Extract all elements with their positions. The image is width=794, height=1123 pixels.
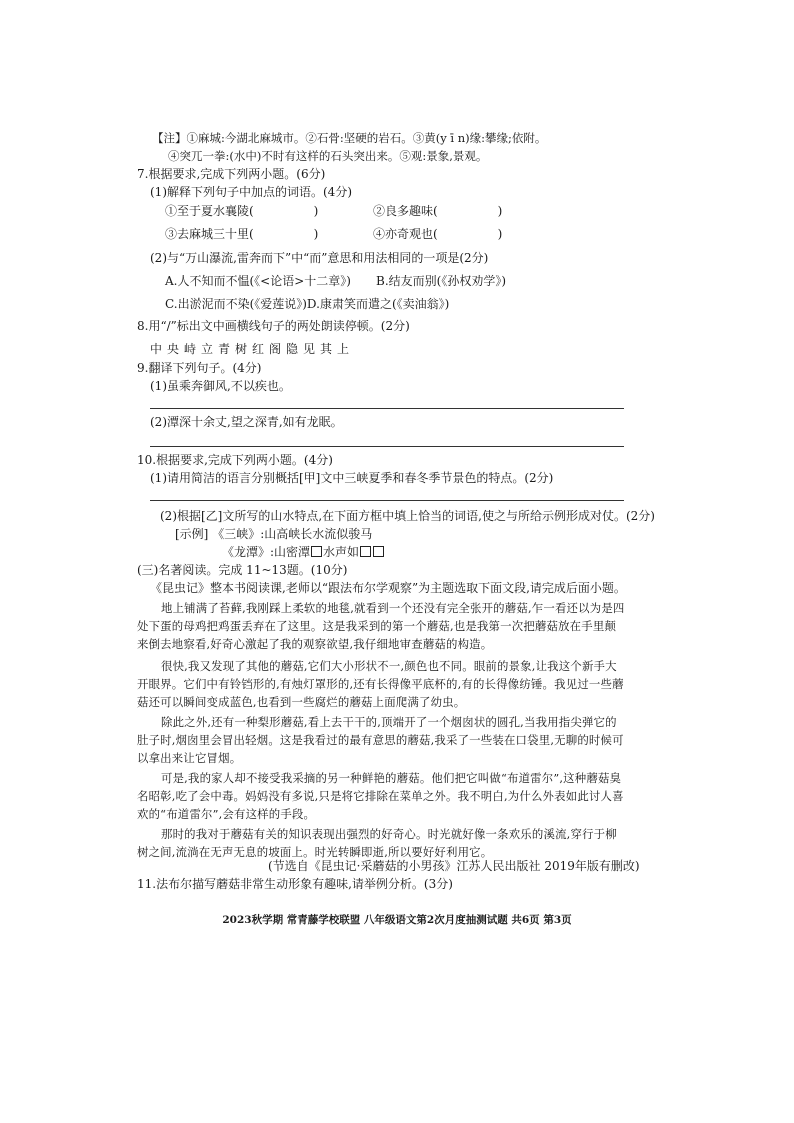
question-7-item-c: ③去麻城三十里( ) xyxy=(165,227,319,241)
question-7-option-a: A.人不知而不愠(《<论语>十二章》) xyxy=(165,274,351,288)
question-10-sub2: (2)根据[乙]文所写的山水特点,在下面方框中填上恰当的词语,使之与所给示例形成对仗。(2分) xyxy=(160,509,655,523)
answer-line-9-1 xyxy=(150,408,624,409)
example-sanxia: 《三峡》:山高峡长水流似骏马 xyxy=(212,527,373,541)
answer-line-9-2 xyxy=(150,446,624,447)
question-9-title: 9.翻译下列句子。(4分) xyxy=(137,361,262,375)
example-line-1 xyxy=(175,526,372,542)
example-longtan-prefix: 《龙潭》:山密潭 xyxy=(222,545,311,559)
page-footer: 2023秋学期 常青藤学校联盟 八年级语文第2次月度抽测试题 共6页 第3页 xyxy=(222,914,572,926)
passage-paragraph-2: 很快,我又发现了其他的蘑菇,它们大小形状不一,颜色也不同。眼前的景象,让我这个新手大开眼界。它们中有铃铛形的,有烛灯罩形的,还有长得像平底杯的,有的长得像纺锤。我见过一些蘑菇还可以瞬间变成蓝色,也看到一些腐烂的蘑菇上面爬满了幼虫。 xyxy=(137,659,624,709)
question-8-title: 8.用“/”标出文中画横线句子的两处朗读停顿。(2分) xyxy=(137,319,410,333)
question-7-item-b: ②良多趣味( ) xyxy=(373,204,503,218)
passage-source: (节选自《昆虫记·采蘑菇的小男孩》江苏人民出版社 2019年版有删改) xyxy=(268,859,640,873)
passage-paragraph-4: 可是,我的家人却不接受我采摘的另一种鲜艳的蘑菇。他们把它叫做“布道雷尔”,这种蘑菇臭名昭彰,吃了会中毒。妈妈没有多说,只是将它排除在菜单之外。我不明白,为什么外表如此讨人喜欢的“布道雷尔”,会有这样的手段。 xyxy=(137,771,624,821)
annotation-line-1: 【注】①麻城:今湖北麻城市。②石骨:坚硬的岩石。③黄(y ī n)缘:攀缘;依附。 xyxy=(152,131,547,145)
question-7-sub1: (1)解释下列句子中加点的词语。(4分) xyxy=(150,185,352,199)
question-8-sentence: 中央峙立青树红阁隐见其上 xyxy=(150,342,355,356)
question-7-title: 7.根据要求,完成下列两小题。(6分) xyxy=(137,167,326,181)
passage-paragraph-1: 地上铺满了苔藓,我刚踩上柔软的地毯,就看到一个还没有完全张开的蘑菇,乍一看还以为是四处下蛋的母鸡把鸡蛋丢弃在了这里。这是我采到的第一个蘑菇,也是我第一次把蘑菇放在手里颠来倒去地察看,好奇心激起了我的观察欲望,我仔细地审查蘑菇的构造。 xyxy=(137,601,625,651)
example-longtan-mid: 水声如 xyxy=(323,545,360,559)
question-10-sub1: (1)请用简洁的语言分别概括[甲]文中三峡夏季和春冬季节景色的特点。(2分) xyxy=(150,471,554,485)
section-3-intro: 《昆虫记》整本书阅读课,老师以“跟法布尔学观察”为主题选取下面文段,请完成后面小题。 xyxy=(150,581,626,595)
question-9-sentence-1: (1)虽乘奔御风,不以疾也。 xyxy=(150,379,291,393)
example-label: [示例] xyxy=(175,527,209,541)
question-7-item-a: ①至于夏水襄陵( ) xyxy=(165,204,319,218)
question-7-item-d: ④亦奇观也( ) xyxy=(373,227,503,241)
question-10-title: 10.根据要求,完成下列两小题。(4分) xyxy=(137,453,333,467)
answer-line-10-1 xyxy=(150,500,624,501)
question-11-title: 11.法布尔描写蘑菇非常生动形象有趣味,请举例分析。(3分) xyxy=(137,877,453,891)
example-line-2 xyxy=(222,544,385,560)
annotation-line-2: ④突兀一拳:(水中)不时有这样的石头突出来。⑤观:景象,景观。 xyxy=(168,149,488,163)
answer-box-3[interactable] xyxy=(373,546,384,557)
answer-box-2[interactable] xyxy=(360,546,371,557)
question-7-option-c-d: C.出淤泥而不染(《爱莲说》)D.康肃笑而遣之(《卖油翁》) xyxy=(165,297,450,311)
question-9-sentence-2: (2)潭深十余丈,望之深青,如有龙眠。 xyxy=(150,415,343,429)
answer-box-1[interactable] xyxy=(311,546,322,557)
section-3-title: (三)名著阅读。完成 11~13题。(10分) xyxy=(137,563,348,577)
question-7-sub2: (2)与“万山瀑流,雷奔而下”中“而”意思和用法相同的一项是(2分) xyxy=(150,251,489,265)
passage-paragraph-5: 那时的我对于蘑菇有关的知识表现出强烈的好奇心。时光就好像一条欢乐的溪流,穿行于柳树之间,流淌在无声无息的坡面上。时光转瞬即逝,所以要好好利用它。 xyxy=(137,827,617,859)
passage-paragraph-3: 除此之外,还有一种梨形蘑菇,看上去干干的,顶端开了一个烟囱状的圆孔,当我用指尖弹它的肚子时,烟囱里会冒出轻烟。这是我看过的最有意思的蘑菇,我采了一些装在口袋里,无聊的时候可以拿出来让它冒烟。 xyxy=(137,715,624,765)
question-7-option-b: B.结友而别(《孙权劝学》) xyxy=(376,274,506,288)
